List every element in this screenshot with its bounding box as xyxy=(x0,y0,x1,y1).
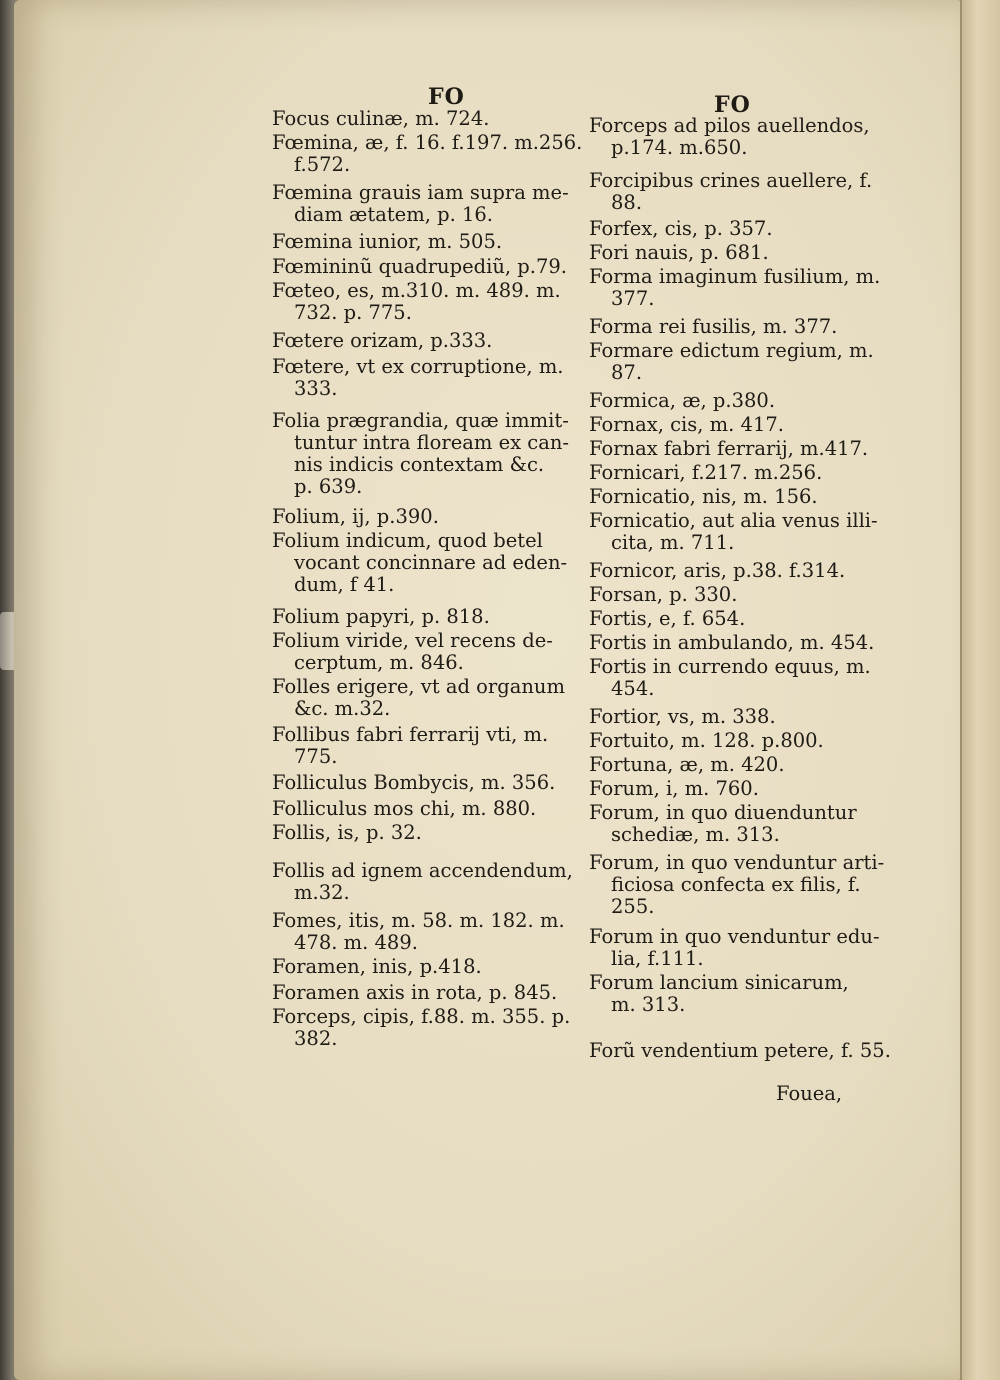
index-entry xyxy=(272,231,502,253)
entry-headword-line: Forum, in quo diuenduntur xyxy=(589,801,857,824)
entry-headword-line: Fortis, e, f. 654. xyxy=(589,607,746,630)
entry-continuation-line: lia, f.111. xyxy=(611,947,704,970)
entry-headword-line: Forum in quo venduntur edu- xyxy=(589,925,880,948)
entry-headword-line: Folles erigere, vt ad organum xyxy=(272,675,565,698)
entry-headword-line: Forũ vendentium petere, f. 55. xyxy=(589,1039,891,1062)
index-entry xyxy=(589,414,784,436)
entry-headword-line: Forceps, cipis, f.88. m. 355. p. xyxy=(272,1005,571,1028)
index-entry xyxy=(272,132,582,176)
index-entry xyxy=(272,506,439,528)
index-entry xyxy=(589,754,785,776)
entry-headword-line: Fortuna, æ, m. 420. xyxy=(589,753,785,776)
entry-headword-line: Formare edictum regium, m. xyxy=(589,339,874,362)
entry-headword-line: Fornax, cis, m. 417. xyxy=(589,413,784,436)
index-entry xyxy=(272,798,536,820)
index-entry xyxy=(272,330,492,352)
entry-headword-line: Fortuito, m. 128. p.800. xyxy=(589,729,824,752)
entry-headword-line: Folliculus mos chi, m. 880. xyxy=(272,797,537,820)
entry-headword-line: Fomes, itis, m. 58. m. 182. m. xyxy=(272,909,565,932)
entry-continuation-line: m.32. xyxy=(294,881,350,904)
entry-headword-line: Folium papyri, p. 818. xyxy=(272,605,490,628)
entry-headword-line: Foramen axis in rota, p. 845. xyxy=(272,981,558,1004)
entry-headword-line: Folia prægrandia, quæ immit- xyxy=(272,409,569,432)
index-entry xyxy=(589,462,822,484)
index-entry xyxy=(589,584,737,606)
index-entry xyxy=(589,340,874,384)
index-entry xyxy=(589,706,776,728)
entry-headword-line: Fœmininũ quadrupediũ, p.79. xyxy=(272,255,568,278)
entry-headword-line: Fœtere, vt ex corruptione, m. xyxy=(272,355,564,378)
entry-headword-line: Follis, is, p. 32. xyxy=(272,821,422,844)
entry-continuation-line: diam ætatem, p. 16. xyxy=(294,203,493,226)
index-entry xyxy=(272,676,565,720)
index-entry xyxy=(589,972,849,1016)
entry-continuation-line: m. 313. xyxy=(611,993,686,1016)
entry-headword-line: Fornicatio, aut alia venus illi- xyxy=(589,509,878,532)
index-entry xyxy=(589,852,884,918)
entry-continuation-line: cerptum, m. 846. xyxy=(294,651,464,674)
index-entry xyxy=(589,316,837,338)
entry-headword-line: Fornicatio, nis, m. 156. xyxy=(589,485,818,508)
entry-headword-line: Focus culinæ, m. 724. xyxy=(272,107,490,130)
entry-continuation-line: p.174. m.650. xyxy=(611,136,748,159)
entry-continuation-line: 88. xyxy=(611,191,643,214)
entry-continuation-line: p. 639. xyxy=(294,475,363,498)
index-entry xyxy=(272,910,565,954)
entry-continuation-line: 87. xyxy=(611,361,643,384)
index-entry xyxy=(589,486,818,508)
right-column-header: FO xyxy=(714,92,751,118)
index-entry xyxy=(589,656,871,700)
entry-headword-line: Fornax fabri ferrarij, m.417. xyxy=(589,437,869,460)
index-entry xyxy=(272,182,569,226)
entry-headword-line: Formica, æ, p.380. xyxy=(589,389,776,412)
entry-continuation-line: f.572. xyxy=(294,153,351,176)
index-entry xyxy=(589,170,872,214)
entry-headword-line: Fœmina iunior, m. 505. xyxy=(272,230,503,253)
entry-headword-line: Fœmina, æ, f. 16. f.197. m.256. xyxy=(272,131,583,154)
index-entry xyxy=(272,530,567,596)
entry-headword-line: Forum lancium sinicarum, xyxy=(589,971,849,994)
entry-headword-line: Fori nauis, p. 681. xyxy=(589,241,769,264)
index-entry xyxy=(272,356,564,400)
index-entry xyxy=(589,608,745,630)
index-entry xyxy=(272,108,489,130)
index-entry xyxy=(272,256,567,278)
index-entry xyxy=(589,730,824,752)
index-entry xyxy=(272,956,482,978)
entry-continuation-line: 454. xyxy=(611,677,655,700)
entry-headword-line: Folium indicum, quod betel xyxy=(272,529,543,552)
index-entry xyxy=(589,926,880,970)
entry-headword-line: Forma rei fusilis, m. 377. xyxy=(589,315,838,338)
index-entry xyxy=(589,242,769,264)
index-entry xyxy=(272,630,553,674)
entry-headword-line: Forsan, p. 330. xyxy=(589,583,738,606)
entry-continuation-line: 775. xyxy=(294,745,338,768)
entry-headword-line: Fœmina grauis iam supra me- xyxy=(272,181,569,204)
entry-continuation-line: 255. xyxy=(611,895,655,918)
entry-headword-line: Folium, ij, p.390. xyxy=(272,505,439,528)
entry-headword-line: Forum, in quo venduntur arti- xyxy=(589,851,885,874)
entry-continuation-line: dum, f 41. xyxy=(294,573,395,596)
entry-continuation-line: 382. xyxy=(294,1027,338,1050)
index-entry xyxy=(272,1006,570,1050)
entry-headword-line: Fortis in ambulando, m. 454. xyxy=(589,631,875,654)
next-page-edge xyxy=(960,0,1000,1380)
entry-headword-line: Folium viride, vel recens de- xyxy=(272,629,553,652)
entry-headword-line: Fortis in currendo equus, m. xyxy=(589,655,871,678)
entry-headword-line: Forma imaginum fusilium, m. xyxy=(589,265,881,288)
index-entry xyxy=(589,560,845,582)
index-entry xyxy=(272,724,548,768)
index-entry xyxy=(272,410,569,498)
index-entry xyxy=(589,115,870,159)
entry-continuation-line: 478. m. 489. xyxy=(294,931,418,954)
entry-headword-line: Forfex, cis, p. 357. xyxy=(589,217,773,240)
entry-headword-line: Fœteo, es, m.310. m. 489. m. xyxy=(272,279,561,302)
entry-headword-line: Follis ad ignem accendendum, xyxy=(272,859,573,882)
index-entry xyxy=(589,266,880,310)
index-entry xyxy=(589,802,857,846)
entry-headword-line: Fœtere orizam, p.333. xyxy=(272,329,493,352)
entry-continuation-line: nis indicis contextam &c. xyxy=(294,453,545,476)
book-page xyxy=(14,0,962,1380)
entry-headword-line: Forceps ad pilos auellendos, xyxy=(589,114,870,137)
index-entry xyxy=(589,438,868,460)
entry-continuation-line: 732. p. 775. xyxy=(294,301,412,324)
entry-headword-line: Fortior, vs, m. 338. xyxy=(589,705,776,728)
index-entry xyxy=(589,390,775,412)
entry-continuation-line: 333. xyxy=(294,377,338,400)
entry-headword-line: Fornicor, aris, p.38. f.314. xyxy=(589,559,846,582)
entry-continuation-line: 377. xyxy=(611,287,655,310)
index-entry xyxy=(589,510,878,554)
entry-headword-line: Forcipibus crines auellere, f. xyxy=(589,169,873,192)
catchword: Fouea, xyxy=(776,1082,843,1105)
entry-headword-line: Folliculus Bombycis, m. 356. xyxy=(272,771,556,794)
entry-continuation-line: &c. m.32. xyxy=(294,697,391,720)
index-entry xyxy=(589,218,773,240)
index-entry xyxy=(589,632,874,654)
index-entry xyxy=(272,860,573,904)
entry-headword-line: Forum, i, m. 760. xyxy=(589,777,759,800)
entry-continuation-line: cita, m. 711. xyxy=(611,531,735,554)
entry-headword-line: Follibus fabri ferrarij vti, m. xyxy=(272,723,549,746)
entry-continuation-line: ficiosa confecta ex filis, f. xyxy=(611,873,861,896)
entry-continuation-line: schediæ, m. 313. xyxy=(611,823,780,846)
entry-headword-line: Foramen, inis, p.418. xyxy=(272,955,482,978)
left-column-header: FO xyxy=(428,84,465,110)
index-entry xyxy=(272,822,422,844)
index-entry xyxy=(272,772,555,794)
index-entry xyxy=(589,778,759,800)
index-entry xyxy=(272,606,490,628)
index-entry xyxy=(589,1040,891,1062)
entry-continuation-line: vocant concinnare ad eden- xyxy=(294,551,568,574)
entry-continuation-line: tuntur intra floream ex can- xyxy=(294,431,569,454)
index-entry xyxy=(272,982,557,1004)
entry-headword-line: Fornicari, f.217. m.256. xyxy=(589,461,823,484)
index-entry xyxy=(272,280,561,324)
